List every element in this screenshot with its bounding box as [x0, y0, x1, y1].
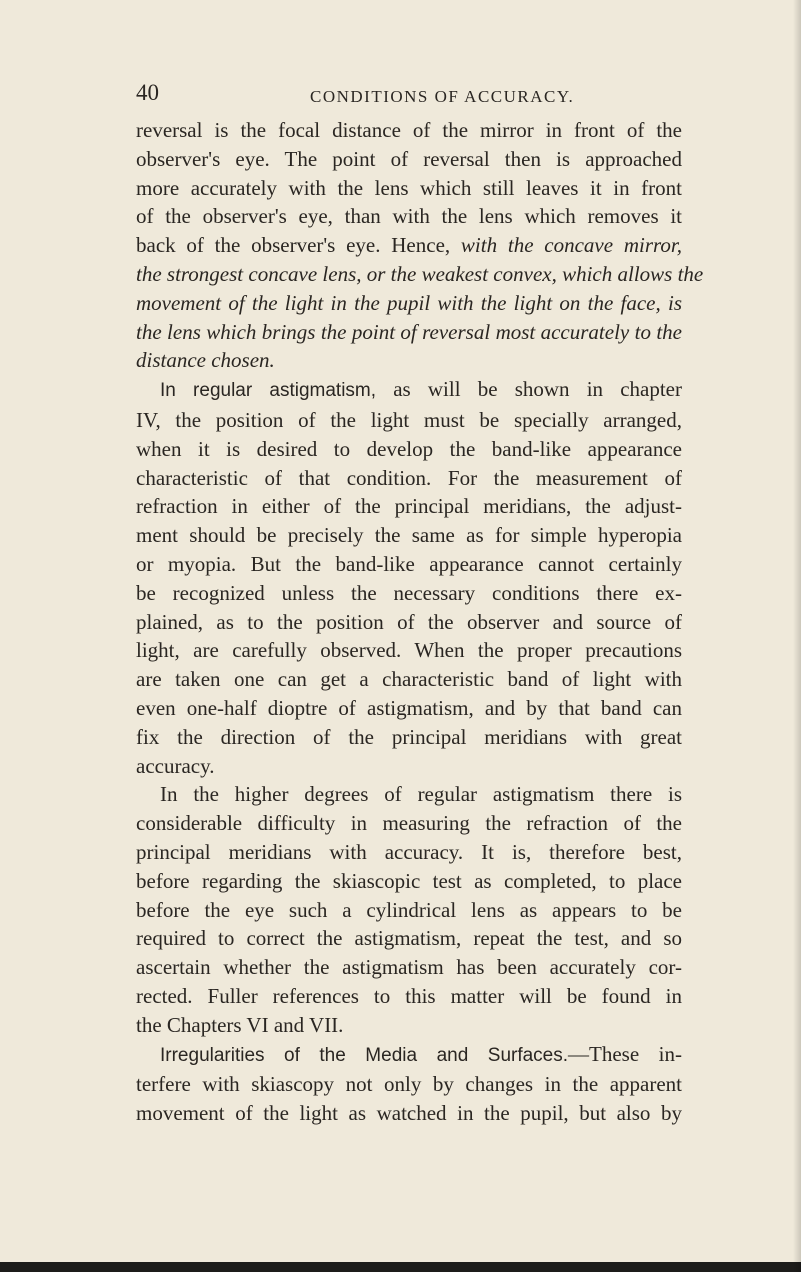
page-number: 40 [136, 80, 159, 105]
text-line: observer's eye. The point of reversal then is approached [136, 146, 682, 171]
text-line: even one-half dioptre of astigmatism, and by that band can [136, 695, 682, 720]
text-line: refraction in either of the principal meridians, the adjust- [136, 494, 682, 519]
text-line: rected. Fuller references to this matter will be found in [136, 983, 682, 1008]
italic-run: with the concave mirror, [460, 233, 682, 258]
text-line: before the eye such a cylindrical lens as appears to be [136, 897, 682, 922]
scan-bottom-edge [0, 1262, 801, 1272]
text-line: reversal is the focal distance of the mirror in front of the [136, 118, 682, 142]
text-line: before regarding the skiascopic test as completed, to place [136, 868, 682, 893]
italic-line: the lens which brings the point of reversal most accurately to the [136, 319, 682, 344]
section-run-in-heading: In regular astigmatism, [160, 380, 377, 402]
italic-line: movement of the light in the pupil with the light on the face, is [136, 290, 682, 315]
text-line: light, are carefully observed. When the proper precautions [136, 638, 682, 663]
text-line: characteristic of that condition. For the measurement of [136, 465, 682, 490]
text-run: —These in- [568, 1041, 682, 1066]
text-line: the Chapters VI and VII. [136, 1012, 344, 1037]
text-line: plained, as to the position of the observer and source of [136, 609, 682, 634]
text-line: ascertain whether the astigmatism has been accurately cor- [136, 955, 682, 980]
body-text [136, 116, 704, 1128]
text-line: IV, the position of the light must be specially arranged, [136, 407, 682, 432]
section-run-in-heading: Irregularities of the Media and Surfaces. [160, 1044, 569, 1066]
text-line: principal meridians with accuracy. It is, therefore best, [136, 839, 682, 864]
text-line: be recognized unless the necessary conditions there ex- [136, 580, 682, 605]
page-header [0, 80, 801, 110]
text-run: as will be shown in chapter [393, 377, 682, 402]
text-line: considerable difficulty in measuring the refraction of the [136, 811, 682, 836]
text-line [136, 1040, 682, 1071]
text-line: of the observer's eye, than with the lens which removes it [136, 204, 682, 229]
text-line: accuracy. [136, 753, 215, 778]
text-line [136, 231, 682, 260]
text-line: required to correct the astigmatism, repeat the test, and so [136, 926, 682, 951]
text-line: fix the direction of the principal meridians with great [136, 724, 682, 749]
text-line [136, 375, 682, 406]
italic-line: the strongest concave lens, or the weakest convex, which allows the [136, 261, 704, 286]
text-line: In the higher degrees of regular astigmatism there is [160, 782, 682, 807]
running-head: CONDITIONS OF ACCURACY. [310, 87, 575, 106]
text-line: when it is desired to develop the band-like appearance [136, 436, 682, 461]
italic-line: distance chosen. [136, 348, 275, 373]
text-line: terfere with skiascopy not only by changes in the apparent [136, 1072, 682, 1097]
text-line: more accurately with the lens which still leaves it in front [136, 175, 682, 200]
page-edge-shadow [793, 0, 801, 1272]
text-run: back of the observer's eye. Hence, [136, 233, 451, 258]
text-line: movement of the light as watched in the pupil, but also by [136, 1101, 682, 1126]
text-line: are taken one can get a characteristic band of light with [136, 667, 682, 692]
text-line: or myopia. But the band-like appearance cannot certainly [136, 551, 682, 576]
text-line: ment should be precisely the same as for simple hyperopia [136, 523, 682, 548]
